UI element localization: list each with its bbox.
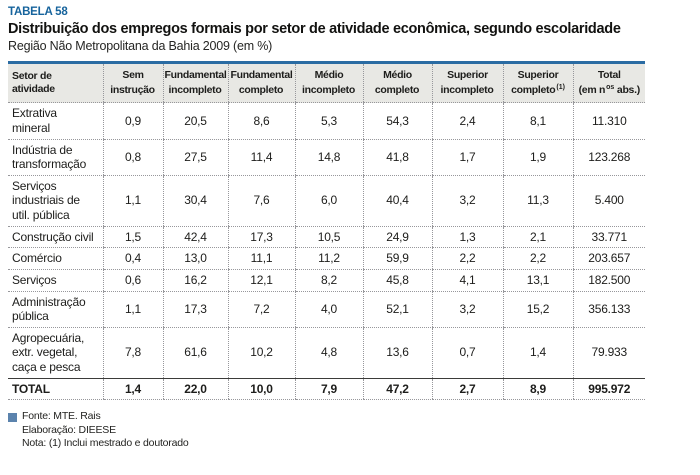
value-cell: 61,6 bbox=[163, 327, 228, 378]
table-row-servicos bbox=[8, 269, 645, 291]
value-cell: 10,0 bbox=[228, 378, 295, 400]
table-row-industria-transformacao bbox=[8, 139, 645, 175]
value-cell: 59,9 bbox=[363, 248, 432, 270]
value-cell: 1,5 bbox=[103, 226, 163, 248]
value-cell: 20,5 bbox=[163, 103, 228, 139]
value-cell: 11.310 bbox=[573, 103, 645, 139]
col-header-fundamental-incompleto bbox=[163, 63, 228, 103]
col-header-line2: completo bbox=[238, 83, 284, 96]
value-cell: 47,2 bbox=[363, 378, 432, 400]
value-cell: 0,7 bbox=[432, 327, 503, 378]
col-header-line2: atividade bbox=[12, 83, 55, 96]
table-row-construcao-civil bbox=[8, 226, 645, 248]
sector-cell: Extrativa mineral bbox=[8, 103, 103, 139]
value-cell: 8,2 bbox=[295, 269, 363, 291]
table-row-extrativa-mineral bbox=[8, 103, 645, 139]
value-cell: 7,6 bbox=[228, 175, 295, 226]
title-block bbox=[8, 6, 700, 53]
sector-cell: TOTAL bbox=[8, 378, 103, 400]
table-row-agropecuaria bbox=[8, 327, 645, 378]
value-cell: 7,9 bbox=[295, 378, 363, 400]
value-cell: 17,3 bbox=[228, 226, 295, 248]
col-header-line2: completo bbox=[374, 83, 420, 96]
sector-cell: Indústria de transformação bbox=[8, 139, 103, 175]
col-header-line2-post: abs.) bbox=[614, 83, 640, 96]
value-cell: 11,2 bbox=[295, 248, 363, 270]
value-cell: 1,4 bbox=[503, 327, 573, 378]
value-cell: 12,1 bbox=[228, 269, 295, 291]
value-cell: 54,3 bbox=[363, 103, 432, 139]
col-header-superior-incompleto bbox=[432, 63, 503, 103]
note-line: Nota: (1) Inclui mestrado e doutorado bbox=[22, 437, 189, 450]
value-cell: 42,4 bbox=[163, 226, 228, 248]
value-cell: 11,3 bbox=[503, 175, 573, 226]
value-cell: 17,3 bbox=[163, 291, 228, 327]
value-cell: 2,7 bbox=[432, 378, 503, 400]
col-header-fundamental-completo bbox=[228, 63, 295, 103]
sector-cell: Serviços industriais de util. pública bbox=[8, 175, 103, 226]
col-header-sup: os bbox=[606, 83, 615, 91]
col-header-line1: Superior bbox=[517, 69, 559, 81]
value-cell: 4,0 bbox=[295, 291, 363, 327]
col-header-medio-incompleto bbox=[295, 63, 363, 103]
value-cell: 1,3 bbox=[432, 226, 503, 248]
col-header-line1: Total bbox=[597, 69, 621, 81]
col-header-line2: (em n bbox=[578, 83, 606, 96]
value-cell: 4,8 bbox=[295, 327, 363, 378]
value-cell: 27,5 bbox=[163, 139, 228, 175]
sector-cell: Comércio bbox=[8, 248, 103, 270]
value-cell: 8,6 bbox=[228, 103, 295, 139]
value-cell: 1,9 bbox=[503, 139, 573, 175]
value-cell: 2,2 bbox=[432, 248, 503, 270]
value-cell: 2,4 bbox=[432, 103, 503, 139]
col-header-total bbox=[573, 63, 645, 103]
table-row-servicos-industriais bbox=[8, 175, 645, 226]
col-header-sup: (1) bbox=[556, 83, 565, 91]
value-cell: 5,3 bbox=[295, 103, 363, 139]
value-cell: 0,4 bbox=[103, 248, 163, 270]
table-footer bbox=[8, 410, 700, 451]
value-cell: 10,2 bbox=[228, 327, 295, 378]
col-header-line2: incompleto bbox=[301, 83, 355, 96]
value-cell: 356.133 bbox=[573, 291, 645, 327]
col-header-sector bbox=[8, 63, 103, 103]
sector-cell: Administração pública bbox=[8, 291, 103, 327]
value-cell: 16,2 bbox=[163, 269, 228, 291]
col-header-line1: Médio bbox=[314, 69, 344, 81]
value-cell: 5.400 bbox=[573, 175, 645, 226]
table-row-comercio bbox=[8, 248, 645, 270]
value-cell: 52,1 bbox=[363, 291, 432, 327]
value-cell: 0,8 bbox=[103, 139, 163, 175]
table-tag: TABELA 58 bbox=[8, 6, 68, 18]
col-header-line2: incompleto bbox=[440, 83, 494, 96]
value-cell: 4,1 bbox=[432, 269, 503, 291]
table-subtitle: Região Não Metropolitana da Bahia 2009 (em %) bbox=[8, 39, 273, 53]
value-cell: 13,1 bbox=[503, 269, 573, 291]
source-marker-icon bbox=[8, 413, 17, 422]
table-row-total bbox=[8, 378, 645, 400]
sector-cell: Serviços bbox=[8, 269, 103, 291]
value-cell: 10,5 bbox=[295, 226, 363, 248]
value-cell: 13,0 bbox=[163, 248, 228, 270]
value-cell: 22,0 bbox=[163, 378, 228, 400]
col-header-line2: completo bbox=[511, 83, 556, 96]
value-cell: 8,1 bbox=[503, 103, 573, 139]
value-cell: 79.933 bbox=[573, 327, 645, 378]
value-cell: 2,1 bbox=[503, 226, 573, 248]
value-cell: 11,4 bbox=[228, 139, 295, 175]
value-cell: 1,4 bbox=[103, 378, 163, 400]
col-header-superior-completo bbox=[503, 63, 573, 103]
value-cell: 2,2 bbox=[503, 248, 573, 270]
data-table bbox=[8, 61, 645, 400]
col-header-line1: Fundamental bbox=[164, 69, 227, 81]
value-cell: 1,1 bbox=[103, 175, 163, 226]
value-cell: 203.657 bbox=[573, 248, 645, 270]
value-cell: 6,0 bbox=[295, 175, 363, 226]
value-cell: 14,8 bbox=[295, 139, 363, 175]
col-header-line2: instrução bbox=[110, 83, 155, 96]
value-cell: 1,7 bbox=[432, 139, 503, 175]
elaboration-line: Elaboração: DIEESE bbox=[22, 423, 116, 436]
value-cell: 41,8 bbox=[363, 139, 432, 175]
value-cell: 7,2 bbox=[228, 291, 295, 327]
value-cell: 3,2 bbox=[432, 291, 503, 327]
col-header-line2: incompleto bbox=[168, 83, 222, 96]
col-header-line1: Sem bbox=[122, 69, 144, 81]
source-text: Fonte: MTE. Rais bbox=[22, 410, 101, 423]
sector-cell: Agropecuária, extr. vegetal, caça e pesca bbox=[8, 327, 103, 378]
value-cell: 0,6 bbox=[103, 269, 163, 291]
value-cell: 33.771 bbox=[573, 226, 645, 248]
value-cell: 7,8 bbox=[103, 327, 163, 378]
value-cell: 0,9 bbox=[103, 103, 163, 139]
col-header-line1: Superior bbox=[447, 69, 488, 81]
value-cell: 8,9 bbox=[503, 378, 573, 400]
col-header-sem-instrucao bbox=[103, 63, 163, 103]
value-cell: 995.972 bbox=[573, 378, 645, 400]
value-cell: 11,1 bbox=[228, 248, 295, 270]
col-header-line1: Fundamental bbox=[230, 69, 293, 81]
value-cell: 3,2 bbox=[432, 175, 503, 226]
col-header-line1: Setor de bbox=[12, 69, 52, 82]
value-cell: 24,9 bbox=[363, 226, 432, 248]
value-cell: 13,6 bbox=[363, 327, 432, 378]
sector-cell: Construção civil bbox=[8, 226, 103, 248]
table-row-administracao-publica bbox=[8, 291, 645, 327]
value-cell: 123.268 bbox=[573, 139, 645, 175]
value-cell: 1,1 bbox=[103, 291, 163, 327]
col-header-medio-completo bbox=[363, 63, 432, 103]
source-line bbox=[8, 410, 700, 424]
value-cell: 40,4 bbox=[363, 175, 432, 226]
table-title: Distribuição dos empregos formais por setor de atividade econômica, segundo escolaridade bbox=[8, 21, 621, 37]
value-cell: 30,4 bbox=[163, 175, 228, 226]
header-row bbox=[8, 63, 645, 103]
value-cell: 15,2 bbox=[503, 291, 573, 327]
value-cell: 182.500 bbox=[573, 269, 645, 291]
col-header-line1: Médio bbox=[383, 69, 412, 81]
value-cell: 45,8 bbox=[363, 269, 432, 291]
